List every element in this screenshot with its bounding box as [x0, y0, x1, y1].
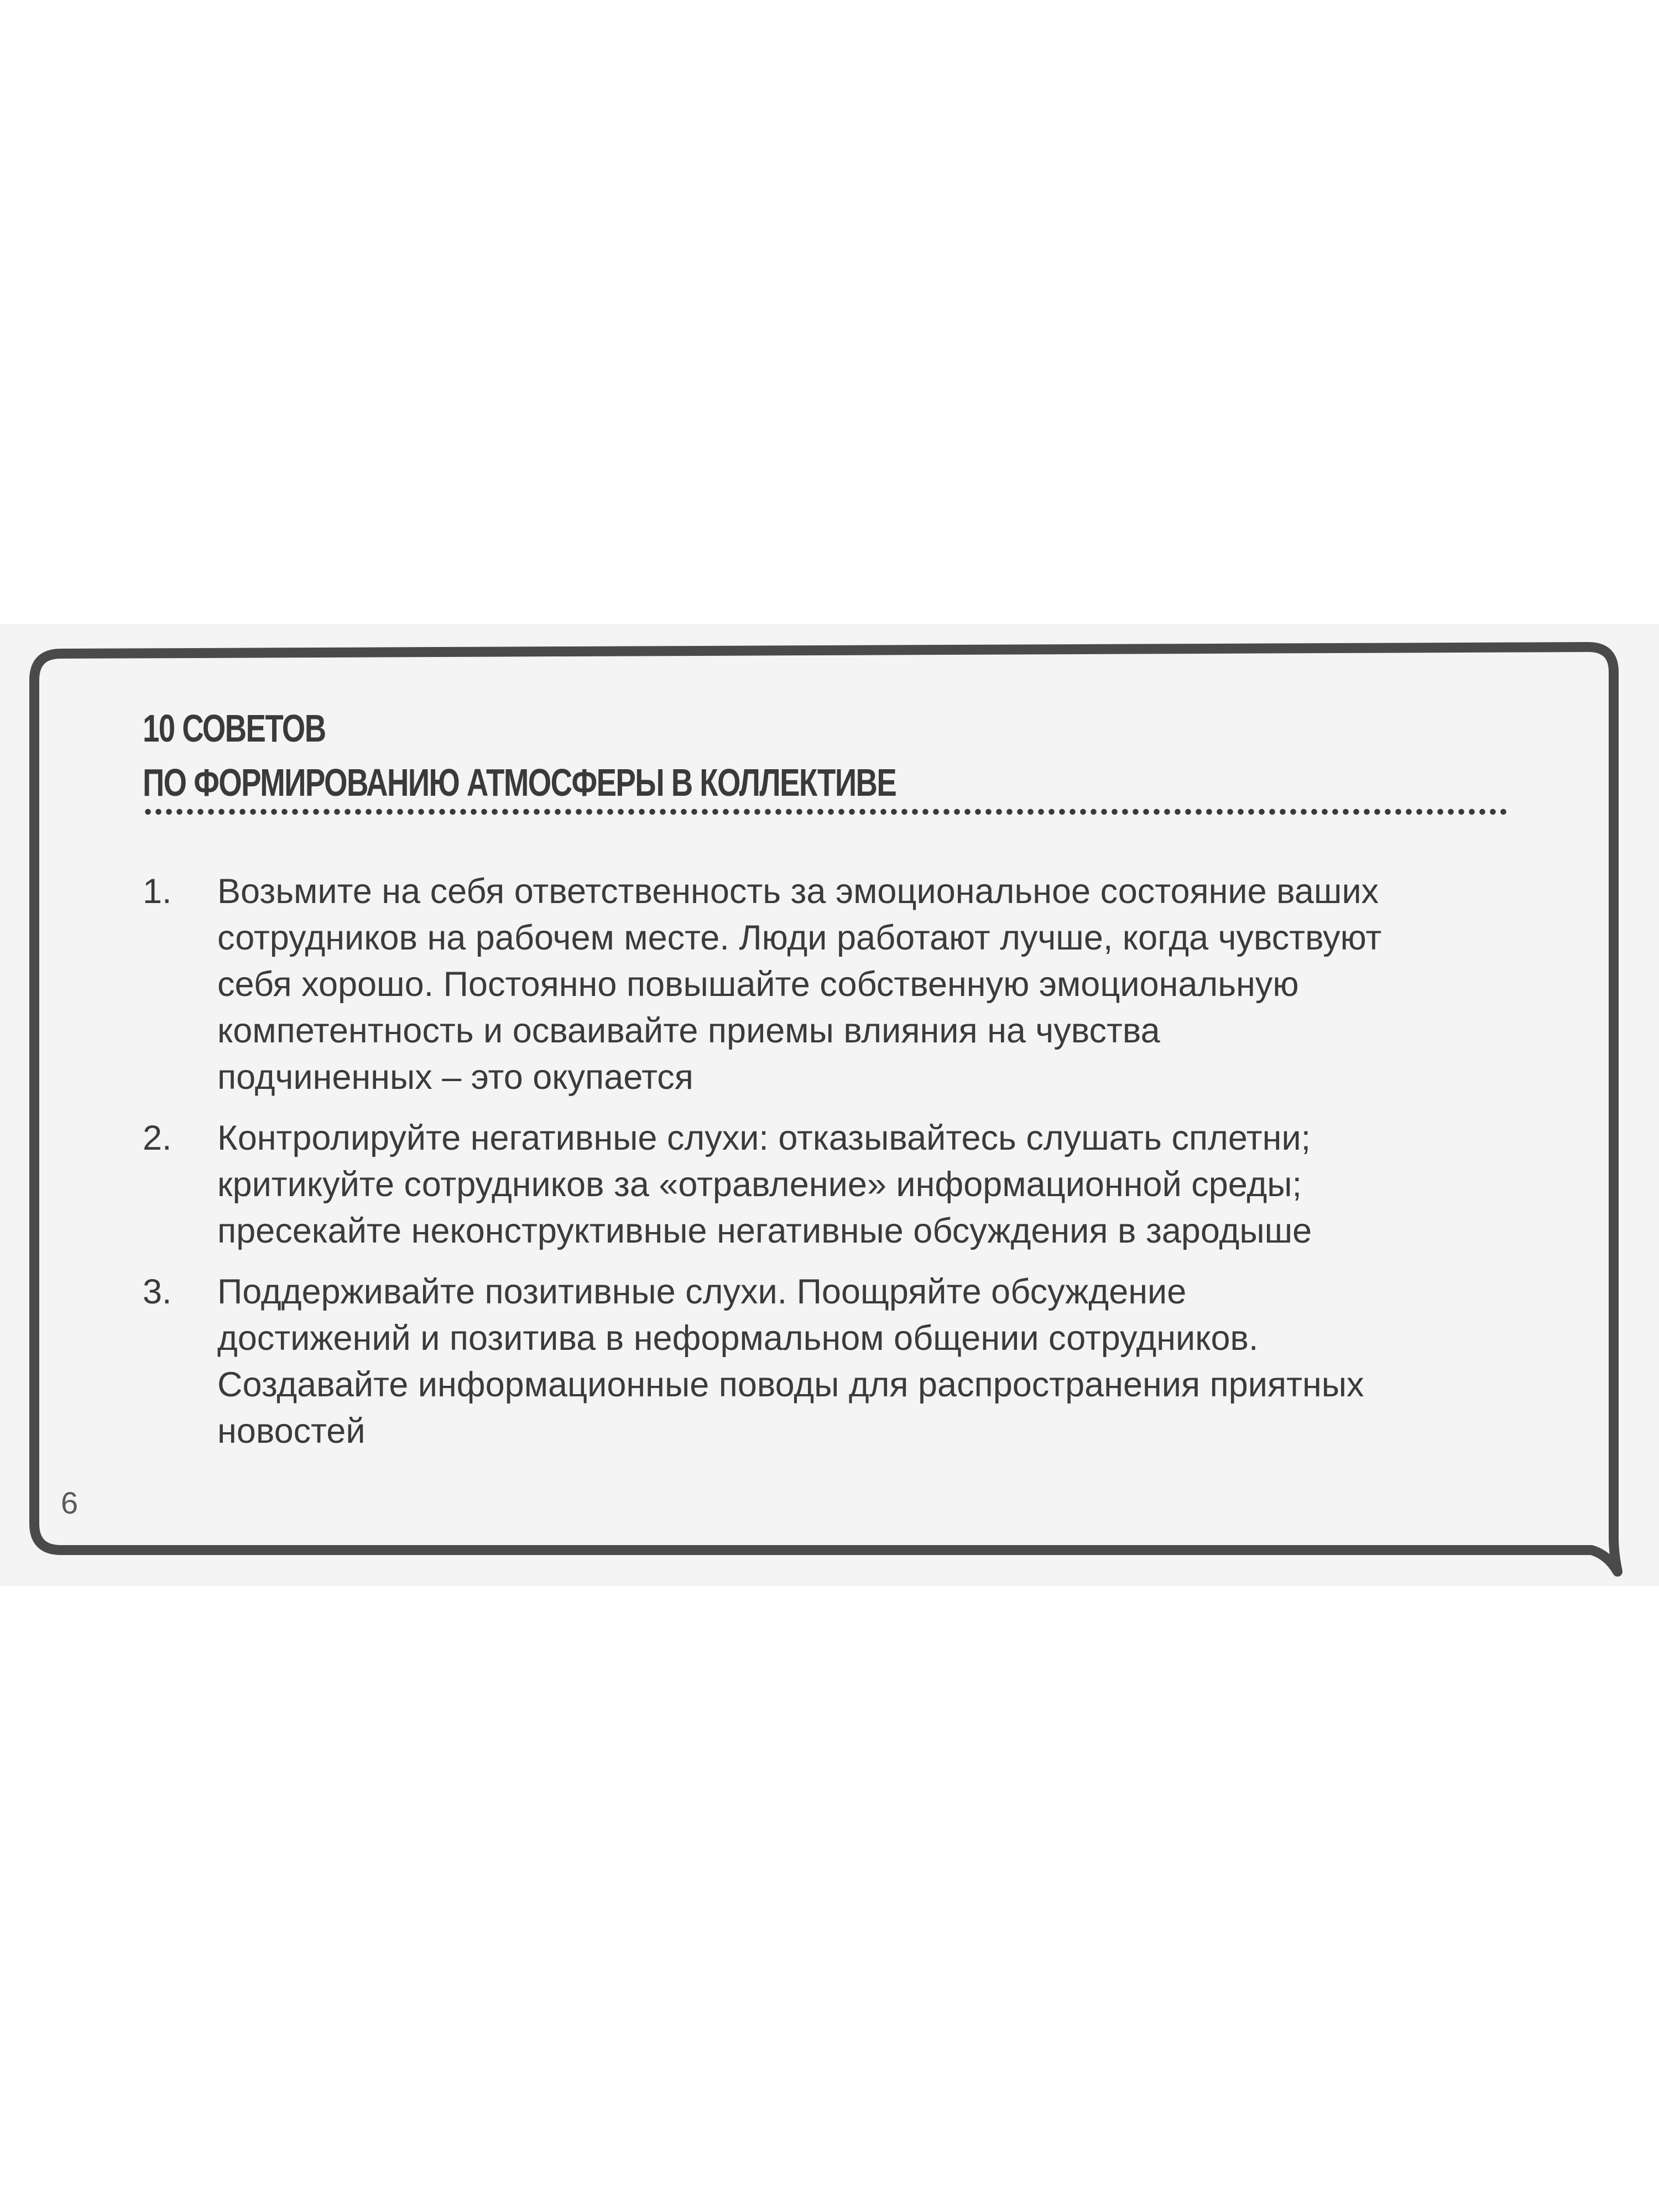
item-number: 2.	[143, 1119, 172, 1157]
dotted-divider	[143, 808, 1509, 815]
item-text: Контролируйте негативные слухи: отказывайтесь слушать сплетни; критикуйте сотрудников за «отравление» информационной среды; пресекайте неконструктивные негативные обсуждения в зародыше	[217, 1119, 1312, 1250]
list-item	[143, 868, 1536, 1100]
title-line: 10 СОВЕТОВ	[143, 707, 326, 750]
list-item	[143, 1115, 1536, 1254]
tips-list	[143, 868, 1536, 1469]
item-text: Поддерживайте позитивные слухи. Поощряйте обсуждение достижений и позитива в неформальном общении сотрудников. Создавайте информационные поводы для распространения приятных новостей	[217, 1272, 1364, 1451]
card-title	[143, 701, 896, 810]
item-number: 3.	[143, 1272, 172, 1311]
title-line: ПО ФОРМИРОВАНИЮ АТМОСФЕРЫ В КОЛЛЕКТИВЕ	[143, 761, 896, 804]
item-text: Возьмите на себя ответственность за эмоциональное состояние ваших сотрудников на рабочем месте. Люди работают лучше, когда чувствуют себя хорошо. Постоянно повышайте собственную эмоциональную компетентность и осваивайте приемы влияния на чувства подчиненных – это окупается	[217, 872, 1382, 1097]
page-number: 6	[61, 1485, 79, 1520]
item-number: 1.	[143, 872, 172, 911]
list-item	[143, 1269, 1536, 1454]
